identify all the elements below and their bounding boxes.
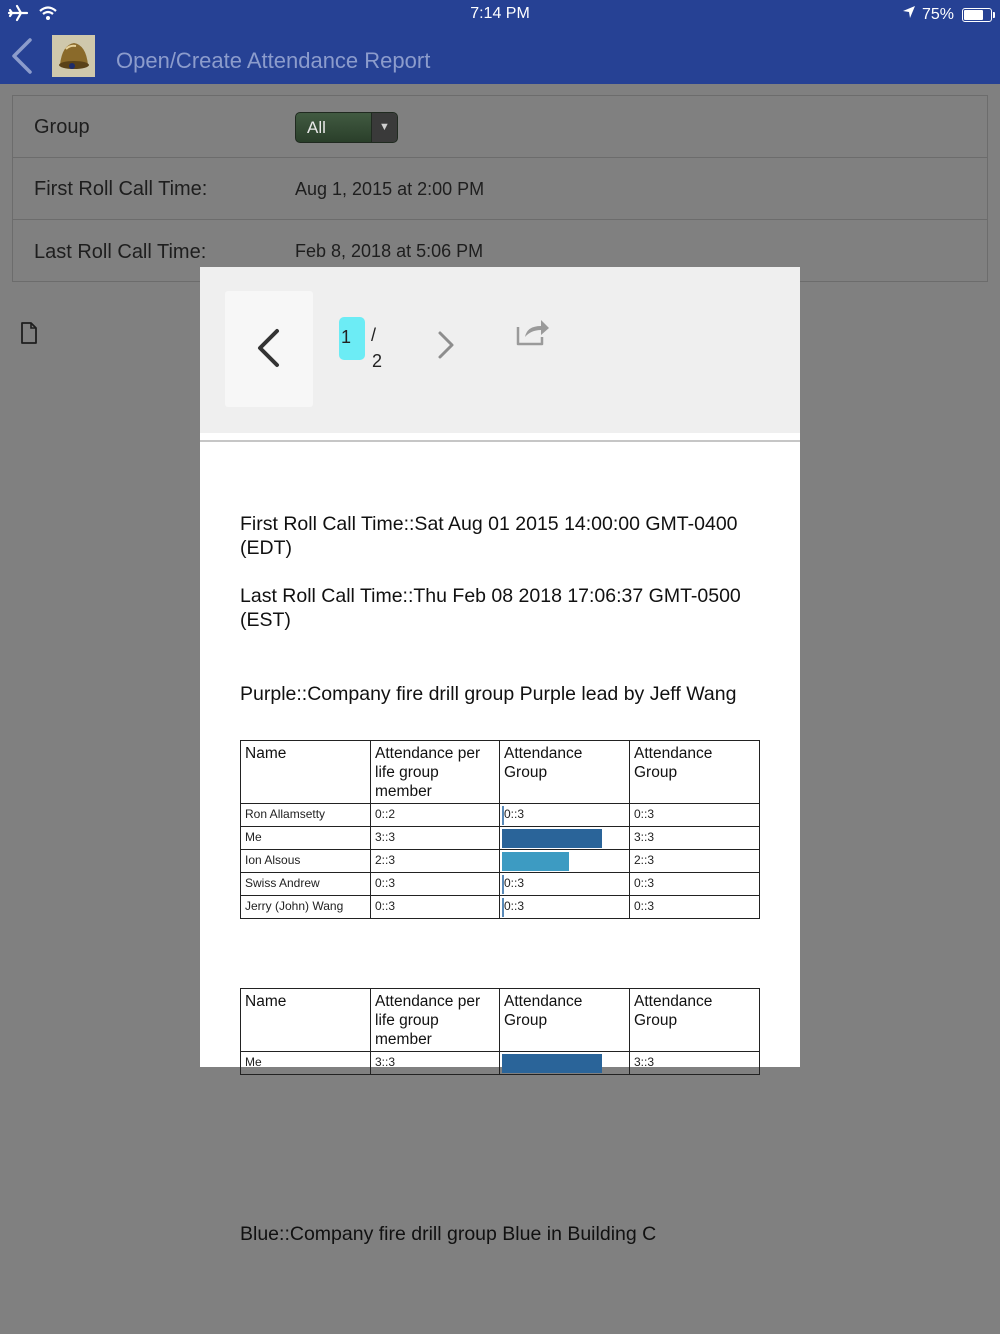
bell-icon	[52, 35, 95, 77]
group-label: Group	[34, 116, 90, 138]
cell-name: Me	[241, 1052, 371, 1075]
column-header-attendance-group: Attendance Group	[630, 741, 760, 804]
cell-group: 3::3	[630, 1052, 760, 1075]
cell-name: Me	[241, 827, 371, 850]
cell-per-member: 2::3	[371, 850, 500, 873]
attendance-bar	[502, 1054, 602, 1073]
cell-attendance-bar	[500, 873, 630, 896]
chevron-right-icon	[430, 325, 460, 365]
report-form	[12, 95, 988, 282]
share-icon	[515, 317, 551, 347]
first-roll-call-value: Aug 1, 2015 at 2:00 PM	[295, 179, 485, 199]
group-title-purple: Purple::Company fire drill group Purple lead by Jeff Wang	[240, 683, 737, 705]
table-row	[241, 1052, 760, 1075]
group-row	[13, 96, 987, 158]
bar-label: 0::3	[504, 807, 525, 821]
table-row	[241, 850, 760, 873]
current-page-number[interactable]: 1	[339, 317, 365, 360]
cell-per-member: 0::2	[371, 804, 500, 827]
column-header-name: Name	[241, 989, 371, 1052]
viewer-toolbar	[200, 267, 800, 433]
cell-name: Swiss Andrew	[241, 873, 371, 896]
report-viewer	[200, 267, 800, 1245]
status-bar	[0, 0, 1000, 28]
cell-group: 0::3	[630, 804, 760, 827]
battery-percent: 75%	[921, 5, 954, 23]
cell-name: Jerry (John) Wang	[241, 896, 371, 919]
location-arrow-icon	[902, 5, 916, 24]
attendance-bar	[502, 829, 602, 848]
chevron-left-icon	[8, 34, 38, 78]
attendance-table-blue	[240, 988, 760, 1075]
cell-attendance-bar	[500, 827, 630, 850]
previous-page-button[interactable]	[225, 291, 313, 407]
viewer-divider	[200, 440, 800, 442]
cell-name: Ron Allamsetty	[241, 804, 371, 827]
cell-attendance-bar	[500, 896, 630, 919]
attendance-table-purple	[240, 740, 760, 919]
total-pages: 2	[372, 351, 383, 371]
page-separator: /	[371, 325, 377, 345]
bar-label: 0::3	[504, 876, 525, 890]
dropdown-arrow-icon: ▼	[371, 113, 397, 142]
app-logo	[52, 35, 95, 77]
status-right	[902, 5, 992, 24]
cell-group: 0::3	[630, 896, 760, 919]
page-title: Open/Create Attendance Report	[116, 48, 431, 73]
bar-label: 0::3	[504, 899, 525, 913]
cell-per-member: 3::3	[371, 1052, 500, 1075]
cell-group: 2::3	[630, 850, 760, 873]
column-header-attendance-group: Attendance Group	[630, 989, 760, 1052]
cell-attendance-bar	[500, 804, 630, 827]
cell-attendance-bar	[500, 1052, 630, 1075]
chevron-left-icon	[225, 291, 313, 407]
back-button[interactable]	[8, 34, 38, 78]
report-last-roll-call: Last Roll Call Time::Thu Feb 08 2018 17:06:37 GMT-0500 (EST)	[240, 585, 741, 631]
cell-group: 3::3	[630, 827, 760, 850]
bar-label	[502, 830, 504, 844]
nav-bar	[0, 28, 1000, 84]
column-header-per-member: Attendance per life group member	[371, 741, 500, 804]
attendance-bar	[502, 852, 569, 871]
report-first-roll-call: First Roll Call Time::Sat Aug 01 2015 14:00:00 GMT-0400 (EDT)	[240, 513, 738, 559]
cell-per-member: 0::3	[371, 896, 500, 919]
table-row	[241, 827, 760, 850]
cell-per-member: 0::3	[371, 873, 500, 896]
group-select[interactable]	[295, 112, 398, 143]
group-select-value: All	[307, 118, 326, 137]
table-row	[241, 873, 760, 896]
battery-icon	[962, 8, 992, 22]
table-header-row	[241, 989, 760, 1052]
column-header-per-member: Attendance per life group member	[371, 989, 500, 1052]
column-header-attendance-bar: Attendance Group	[500, 741, 630, 804]
cell-attendance-bar	[500, 850, 630, 873]
column-header-name: Name	[241, 741, 371, 804]
status-time: 7:14 PM	[470, 5, 530, 22]
document-icon[interactable]	[20, 322, 38, 349]
next-page-button[interactable]	[430, 325, 460, 365]
table-header-row	[241, 741, 760, 804]
group-title-blue: Blue::Company fire drill group Blue in Building C	[240, 1223, 657, 1245]
table-row	[241, 896, 760, 919]
first-roll-call-row[interactable]	[13, 158, 987, 220]
first-roll-call-label: First Roll Call Time:	[34, 178, 208, 200]
table-row	[241, 804, 760, 827]
bar-label	[502, 1055, 504, 1069]
cell-name: Ion Alsous	[241, 850, 371, 873]
last-roll-call-label: Last Roll Call Time:	[34, 241, 207, 263]
bar-label	[502, 853, 504, 867]
cell-group: 0::3	[630, 873, 760, 896]
column-header-attendance-bar: Attendance Group	[500, 989, 630, 1052]
last-roll-call-value: Feb 8, 2018 at 5:06 PM	[295, 241, 484, 261]
share-button[interactable]	[515, 317, 551, 347]
cell-per-member: 3::3	[371, 827, 500, 850]
